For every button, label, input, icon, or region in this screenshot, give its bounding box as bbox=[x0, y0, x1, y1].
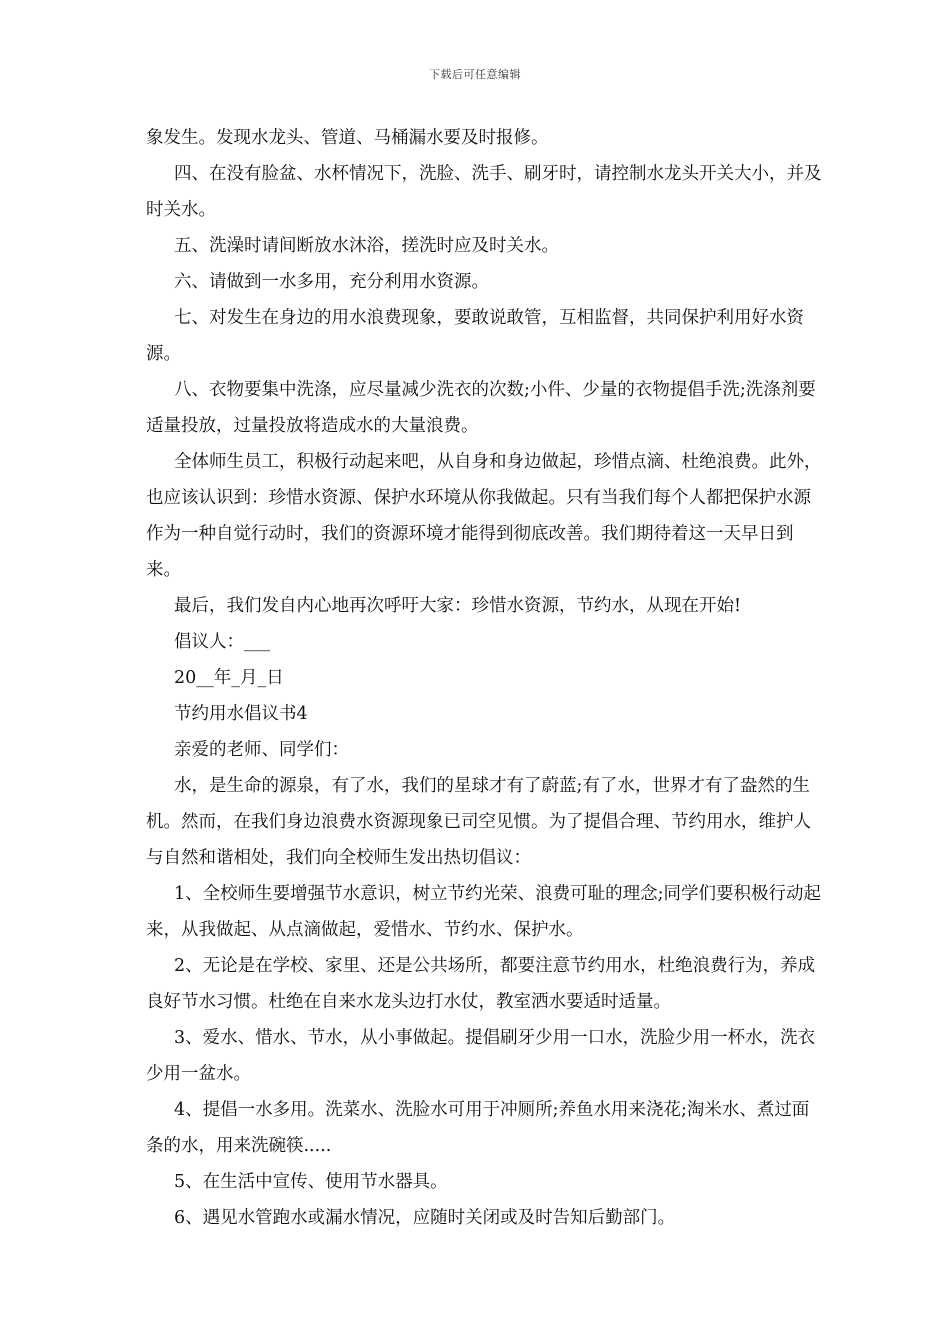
document-body bbox=[146, 120, 826, 1236]
signature-line: 倡议人：___ bbox=[174, 632, 271, 652]
list-item: 4、提倡一水多用。洗菜水、洗脸水可用于冲厕所;养鱼水用来浇花;淘米水、煮过面条的水，用来洗碗筷..... bbox=[146, 1100, 810, 1156]
paragraph: 最后，我们发自内心地再次呼吁大家：珍惜水资源，节约水，从现在开始! bbox=[174, 596, 742, 616]
list-item: 5、在生活中宣传、使用节水器具。 bbox=[174, 1172, 448, 1192]
paragraph: 四、在没有脸盆、水杯情况下，洗脸、洗手、刷牙时，请控制水龙头开关大小，并及时关水。 bbox=[146, 164, 822, 220]
page-header-note: 下载后可任意编辑 bbox=[429, 68, 521, 81]
paragraph: 全体师生员工，积极行动起来吧，从自身和身边做起，珍惜点滴、杜绝浪费。此外，也应该认识到：珍惜水资源、保护水环境从你我做起。只有当我们每个人都把保护水源作为一种自觉行动时，我们的资源环境才能得到彻底改善。我们期待着这一天早日到来。 bbox=[146, 452, 822, 580]
list-item: 1、全校师生要增强节水意识，树立节约光荣、浪费可耻的理念;同学们要积极行动起来，从我做起、从点滴做起，爱惜水、节约水、保护水。 bbox=[146, 884, 822, 940]
paragraph: 水，是生命的源泉，有了水，我们的星球才有了蔚蓝;有了水，世界才有了盎然的生机。然而，在我们身边浪费水资源现象已司空见惯。为了提倡合理、节约用水，维护人与自然和谐相处，我们向全校师生发出热切倡议： bbox=[146, 776, 811, 868]
list-item: 3、爱水、惜水、节水，从小事做起。提倡刷牙少用一口水，洗脸少用一杯水，洗衣少用一盆水。 bbox=[146, 1028, 816, 1084]
paragraph: 七、对发生在身边的用水浪费现象，要敢说敢管，互相监督，共同保护利用好水资源。 bbox=[146, 308, 804, 364]
section-title: 节约用水倡议书4 bbox=[174, 704, 308, 724]
list-item: 2、无论是在学校、家里、还是公共场所，都要注意节约用水，杜绝浪费行为，养成良好节水习惯。杜绝在自来水龙头边打水仗，教室洒水要适时适量。 bbox=[146, 956, 816, 1012]
paragraph: 六、请做到一水多用，充分利用水资源。 bbox=[174, 272, 489, 292]
paragraph: 象发生。发现水龙头、管道、马桶漏水要及时报修。 bbox=[146, 128, 549, 148]
paragraph: 八、衣物要集中洗涤，应尽量减少洗衣的次数;小件、少量的衣物提倡手洗;洗涤剂要适量投放，过量投放将造成水的大量浪费。 bbox=[146, 380, 816, 436]
salutation: 亲爱的老师、同学们： bbox=[174, 740, 349, 760]
list-item: 6、遇见水管跑水或漏水情况，应随时关闭或及时告知后勤部门。 bbox=[174, 1208, 676, 1228]
date-line: 20__年_月_日 bbox=[174, 668, 284, 688]
paragraph: 五、洗澡时请间断放水沐浴，搓洗时应及时关水。 bbox=[174, 236, 559, 256]
